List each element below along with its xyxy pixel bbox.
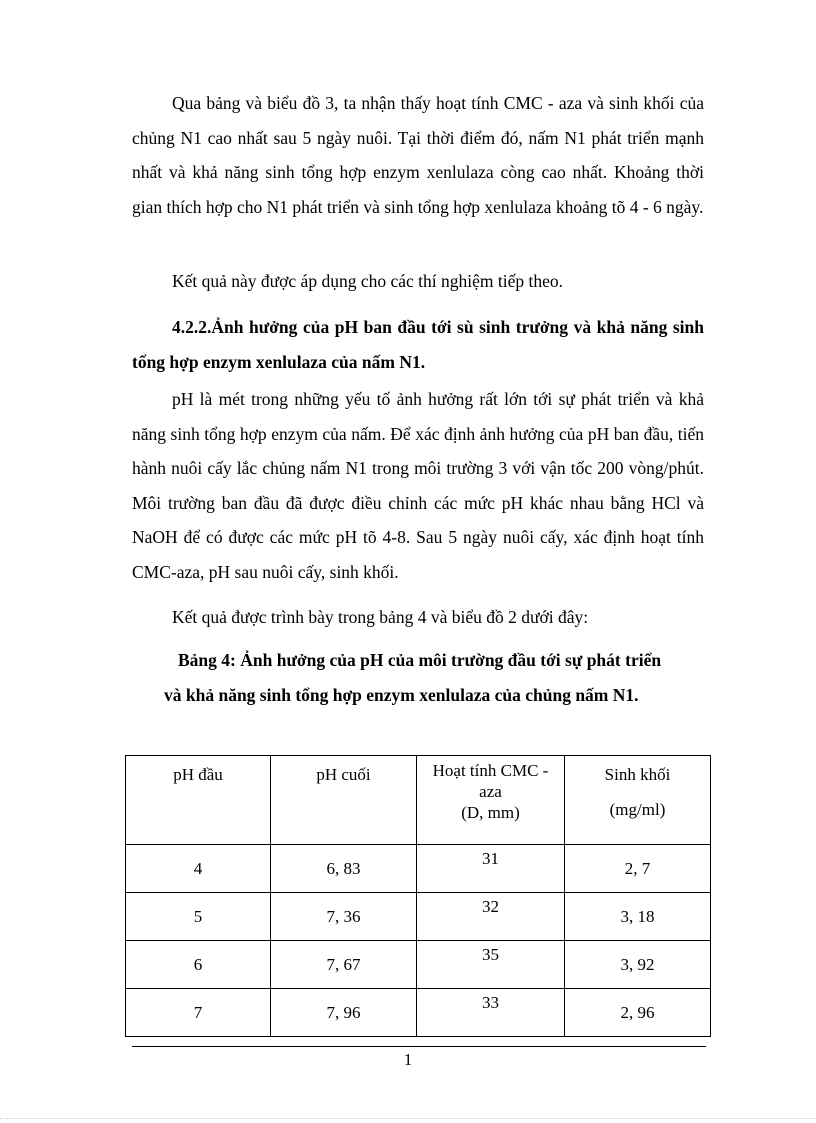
table-caption bbox=[132, 643, 704, 712]
header-activity bbox=[417, 756, 565, 845]
table-row bbox=[126, 893, 711, 941]
table-row bbox=[126, 989, 711, 1037]
paragraph-application-note: Kết quả này được áp dụng cho các thí nghiệm tiếp theo. bbox=[172, 271, 563, 291]
paragraph-result-summary: Qua bảng và biểu đồ 3, ta nhận thấy hoạt tính CMC - aza và sinh khối của chủng N1 cao nhất sau 5 ngày nuôi. Tại thời điểm đó, nấm N1 phát triển mạnh nhất và khả năng sinh tổng hợp enzym xenlulaza còng cao nhất. Khoảng thời gian thích hợp cho N1 phát triển và sinh tổng hợp xenlulaza khoảng tõ 4 - 6 ngày. bbox=[132, 93, 704, 217]
footer-divider bbox=[132, 1046, 706, 1047]
header-activity-unit: (D, mm) bbox=[461, 803, 520, 822]
header-activity-line-1: Hoạt tính CMC - bbox=[432, 761, 549, 780]
cell-ph-start: 7 bbox=[126, 989, 271, 1037]
table-row bbox=[126, 941, 711, 989]
table-header-row bbox=[126, 756, 711, 845]
table-caption-line-1: Bảng 4: Ảnh hưởng của pH của môi trường đầu tới sự phát triển bbox=[178, 650, 662, 670]
header-biomass bbox=[565, 756, 711, 845]
cell-biomass: 3, 92 bbox=[565, 941, 711, 989]
cell-activity: 31 bbox=[417, 845, 565, 893]
cell-biomass: 2, 7 bbox=[565, 845, 711, 893]
cell-ph-end: 7, 36 bbox=[271, 893, 417, 941]
cell-ph-start: 5 bbox=[126, 893, 271, 941]
cell-ph-end: 6, 83 bbox=[271, 845, 417, 893]
section-heading-4-2-2: 4.2.2.Ảnh hưởng của pH ban đầu tới sù sinh trưởng và khả năng sinh tổng hợp enzym xenlulaza của nấm N1. bbox=[132, 317, 704, 372]
cell-activity: 32 bbox=[417, 893, 565, 941]
cell-activity: 33 bbox=[417, 989, 565, 1037]
header-ph-end: pH cuối bbox=[271, 756, 417, 845]
page-bottom-dotted-edge bbox=[0, 1118, 816, 1119]
table-row bbox=[126, 845, 711, 893]
header-ph-start: pH đầu bbox=[126, 756, 271, 845]
cell-ph-end: 7, 96 bbox=[271, 989, 417, 1037]
header-biomass-unit: (mg/ml) bbox=[609, 800, 666, 819]
paragraph-results-intro: Kết quả được trình bày trong bảng 4 và biểu đồ 2 dưới đây: bbox=[172, 607, 589, 627]
header-activity-line-2: aza bbox=[479, 782, 502, 801]
cell-ph-start: 6 bbox=[126, 941, 271, 989]
header-biomass-label: Sinh khối bbox=[604, 765, 671, 784]
ph-results-table bbox=[125, 755, 711, 1037]
page-number: 1 bbox=[403, 1050, 413, 1069]
cell-biomass: 2, 96 bbox=[565, 989, 711, 1037]
cell-ph-end: 7, 67 bbox=[271, 941, 417, 989]
cell-ph-start: 4 bbox=[126, 845, 271, 893]
cell-biomass: 3, 18 bbox=[565, 893, 711, 941]
table-caption-line-2: và khả năng sinh tổng hợp enzym xenlulaza của chủng nấm N1. bbox=[164, 684, 639, 705]
cell-activity: 35 bbox=[417, 941, 565, 989]
paragraph-ph-method: pH là mét trong những yếu tố ảnh hưởng rất lớn tới sự phát triển và khả năng sinh tổng hợp enzym của nấm. Để xác định ảnh hưởng của pH ban đầu, tiến hành nuôi cấy lắc chủng nấm N1 trong môi trường 3 với vận tốc 200 vòng/phút. Môi trường ban đầu đã được điều chỉnh các mức pH khác nhau bằng HCl và NaOH để có được các mức pH tõ 4-8. Sau 5 ngày nuôi cấy, xác định hoạt tính CMC-aza, pH sau nuôi cấy, sinh khối. bbox=[132, 389, 704, 582]
